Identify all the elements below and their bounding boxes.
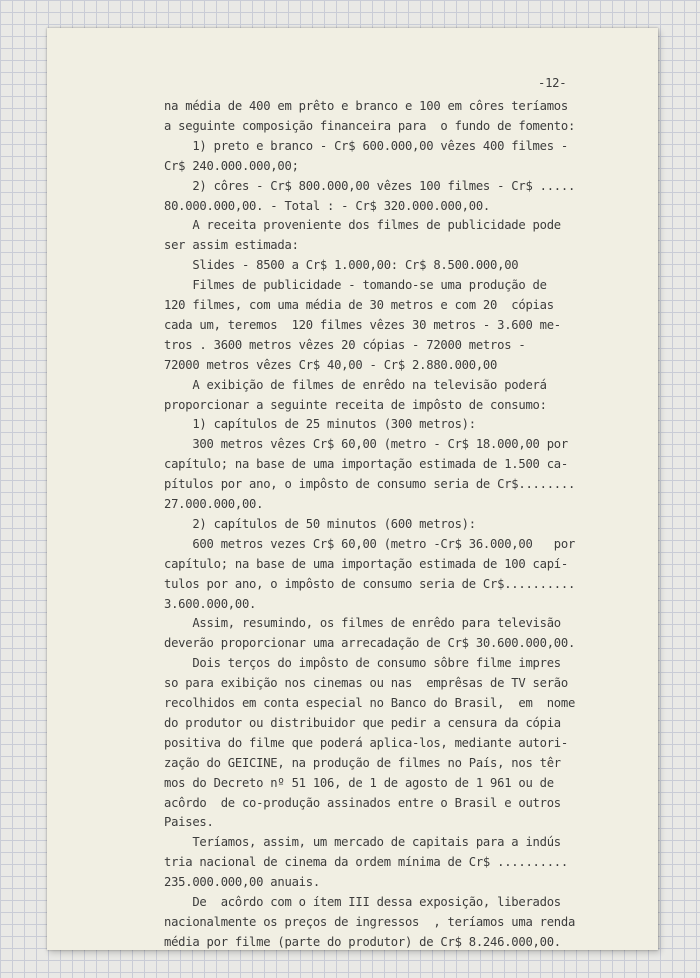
text-line: Dois terços do impôsto de consumo sôbre filme impres — [164, 656, 561, 671]
text-line: cada um, teremos 120 filmes vêzes 30 metros - 3.600 me- — [164, 317, 561, 332]
text-line: 2) capítulos de 50 minutos (600 metros): — [164, 516, 476, 531]
text-line: A exibição de filmes de enrêdo na televisão poderá — [164, 377, 547, 392]
page-number: -12- — [538, 76, 567, 90]
page-text — [47, 28, 658, 950]
text-line: Slides - 8500 a Cr$ 1.000,00: Cr$ 8.500.000,00 — [164, 258, 519, 273]
text-line: 1) preto e branco - Cr$ 600.000,00 vêzes 400 filmes - — [164, 138, 568, 153]
text-line: Filmes de publicidade - tomando-se uma produção de — [164, 278, 547, 293]
text-line: Cr$ 240.000.000,00; — [164, 158, 299, 173]
text-line: 300 metros vêzes Cr$ 60,00 (metro - Cr$ 18.000,00 por — [164, 437, 568, 452]
text-line: 2) côres - Cr$ 800.000,00 vêzes 100 filmes - Cr$ ..... — [164, 178, 576, 193]
text-line: 80.000.000,00. - Total : - Cr$ 320.000.000,00. — [164, 198, 491, 213]
text-line: tros . 3600 metros vêzes 20 cópias - 72000 metros - — [164, 337, 526, 352]
text-line: 72000 metros vêzes Cr$ 40,00 - Cr$ 2.880.000,00 — [164, 357, 498, 372]
text-line: média por filme (parte do produtor) de Cr$ 8.246.000,00. — [164, 934, 561, 949]
text-line: nacionalmente os preços de ingressos , teríamos uma renda — [164, 914, 576, 929]
text-line: 600 metros vezes Cr$ 60,00 (metro -Cr$ 36.000,00 por — [164, 536, 576, 551]
text-line: acôrdo de co-produção assinados entre o Brasil e outros — [164, 795, 561, 810]
text-line: Paises. — [164, 815, 214, 830]
text-line: do produtor ou distribuidor que pedir a censura da cópia — [164, 715, 561, 730]
text-line: Assim, resumindo, os filmes de enrêdo para televisão — [164, 616, 561, 631]
text-line: 120 filmes, com uma média de 30 metros e com 20 cópias — [164, 298, 554, 312]
text-line: 3.600.000,00. — [164, 596, 257, 611]
text-line: capítulo; na base de uma importação estimada de 1.500 ca- — [164, 457, 568, 472]
text-line: capítulo; na base de uma importação estimada de 100 capí- — [164, 556, 568, 571]
text-line: so para exibição nos cinemas ou nas emprêsas de TV serão — [164, 676, 568, 691]
text-line: pítulos por ano, o impôsto de consumo seria de Cr$........ — [164, 477, 576, 492]
text-line: Teríamos, assim, um mercado de capitais para a indús — [164, 835, 561, 850]
document-page — [47, 28, 658, 950]
text-line: positiva do filme que poderá aplica-los, mediante autori- — [164, 735, 568, 750]
text-line: a seguinte composição financeira para o fundo de fomento: — [164, 118, 576, 133]
text-line: tulos por ano, o impôsto de consumo seria de Cr$.......... — [164, 576, 576, 591]
text-line: 235.000.000,00 anuais. — [164, 875, 320, 890]
text-line: deverão proporcionar uma arrecadação de Cr$ 30.600.000,00. — [164, 636, 576, 651]
text-line: De acôrdo com o ítem III dessa exposição, liberados — [164, 895, 561, 909]
text-line: mos do Decreto nº 51 106, de 1 de agosto de 1 961 ou de — [164, 775, 554, 790]
text-line: ser assim estimada: — [164, 238, 299, 253]
text-line: zação do GEICINE, na produção de filmes no País, nos têr — [164, 755, 561, 770]
text-line: na média de 400 em prêto e branco e 100 em côres teríamos — [164, 99, 568, 113]
text-line: recolhidos em conta especial no Banco do Brasil, em nome — [164, 696, 576, 710]
text-line: proporcionar a seguinte receita de impôsto de consumo: — [164, 397, 547, 412]
text-line: 1) capítulos de 25 minutos (300 metros): — [164, 417, 476, 432]
text-line: tria nacional de cinema da ordem mínima de Cr$ .......... — [164, 855, 568, 870]
text-line: A receita proveniente dos filmes de publicidade pode — [164, 218, 561, 233]
text-line: 27.000.000,00. — [164, 497, 264, 511]
